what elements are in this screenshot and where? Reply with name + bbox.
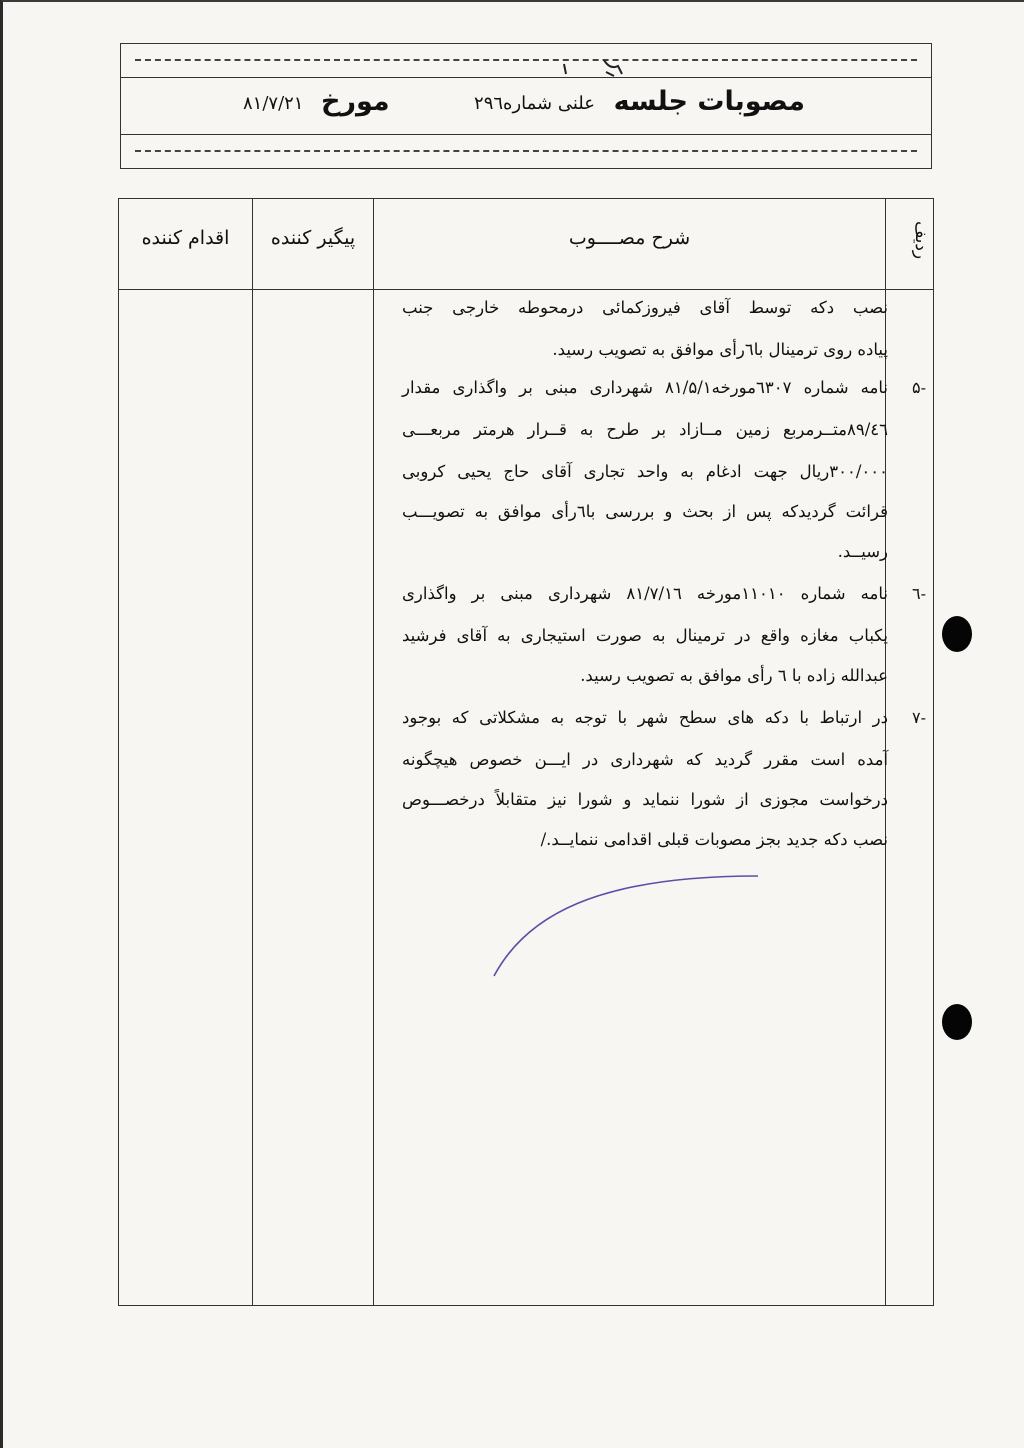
table-header-rule: [119, 289, 933, 290]
page-title: مصوبات جلسه: [613, 86, 805, 117]
date-label: مورخ: [321, 86, 390, 117]
row-6-number: -٦: [912, 584, 926, 603]
row-6-line-2: یکباب مغازه واقع در ترمینال به صورت استیجاری به آقای فرشید: [402, 626, 888, 645]
dashed-rule-top: [135, 59, 917, 61]
column-header-followup: پیگیر کننده: [270, 227, 356, 249]
signature-stroke: [486, 866, 766, 986]
row-6-line-3: عبدالله زاده با ٦ رأی موافق به تصویب رسید.: [580, 666, 888, 685]
column-header-description: شرح مصــــوب: [568, 227, 691, 249]
row-0-line-2: پیاده روی ترمینال با٦رأی موافق به تصویب رسید.: [552, 340, 888, 359]
column-header-radif: ردیف: [911, 220, 931, 260]
pen-mark: [560, 52, 640, 82]
column-divider-followup: [373, 199, 374, 1305]
row-6-line-1: نامه شماره ۱۱۰۱۰مورخه ۸۱/۷/۱٦ شهرداری مبنی بر واگذاری: [402, 584, 888, 603]
session-number: علنی شماره۲۹٦: [474, 93, 595, 114]
dashed-rule-bottom: [135, 150, 917, 152]
row-7-line-3: درخواست مجوزی از شورا ننماید و شورا نیز متقابلاً درخصـــوص: [402, 790, 888, 809]
row-7-number: -۷: [912, 708, 926, 727]
row-7-line-4: نصب دکه جدید بجز مصوبات قبلی اقدامی ننمایــد./: [540, 830, 888, 849]
header-rule-bottom: [121, 134, 931, 135]
row-5-line-3: ۳۰۰/۰۰۰ریال جهت ادغام به واحد تجاری آقای حاج یحیی کروبی: [402, 462, 888, 481]
row-5-line-5: رسیــد.: [837, 542, 888, 561]
punch-hole-lower: [942, 1004, 972, 1040]
header-rule-top: [121, 77, 931, 78]
row-5-line-4: قرائت گردیدکه پس از بحث و بررسی با٦رأی موافق به تصویـــب: [402, 502, 888, 521]
column-divider-action: [252, 199, 253, 1305]
header-box: [120, 43, 932, 169]
row-7-line-2: آمده است مقرر گردید که شهرداری در ایـــن خصوص هیچگونه: [402, 750, 888, 769]
column-header-action: اقدام کننده: [141, 227, 230, 249]
row-5-line-2: ٤٦/۸۹متــرمربع زمین مــازاد بر طرح به قــرار هرمتر مربعـــی: [402, 420, 888, 439]
row-0-line-1: نصب دکه توسط آقای فیروزکمائی درمحوطه خارجی جنب: [402, 298, 888, 317]
row-5-line-1: نامه شماره ٦۳۰۷مورخه۸۱/۵/۱ شهرداری مبنی بر واگذاری مقدار: [402, 378, 888, 397]
row-5-number: -۵: [912, 378, 926, 397]
date-value: ۸۱/۷/۲۱: [243, 93, 304, 114]
row-7-line-1: در ارتباط با دکه های سطح شهر با توجه به مشکلاتی که بوجود: [402, 708, 888, 727]
punch-hole-upper: [942, 616, 972, 652]
